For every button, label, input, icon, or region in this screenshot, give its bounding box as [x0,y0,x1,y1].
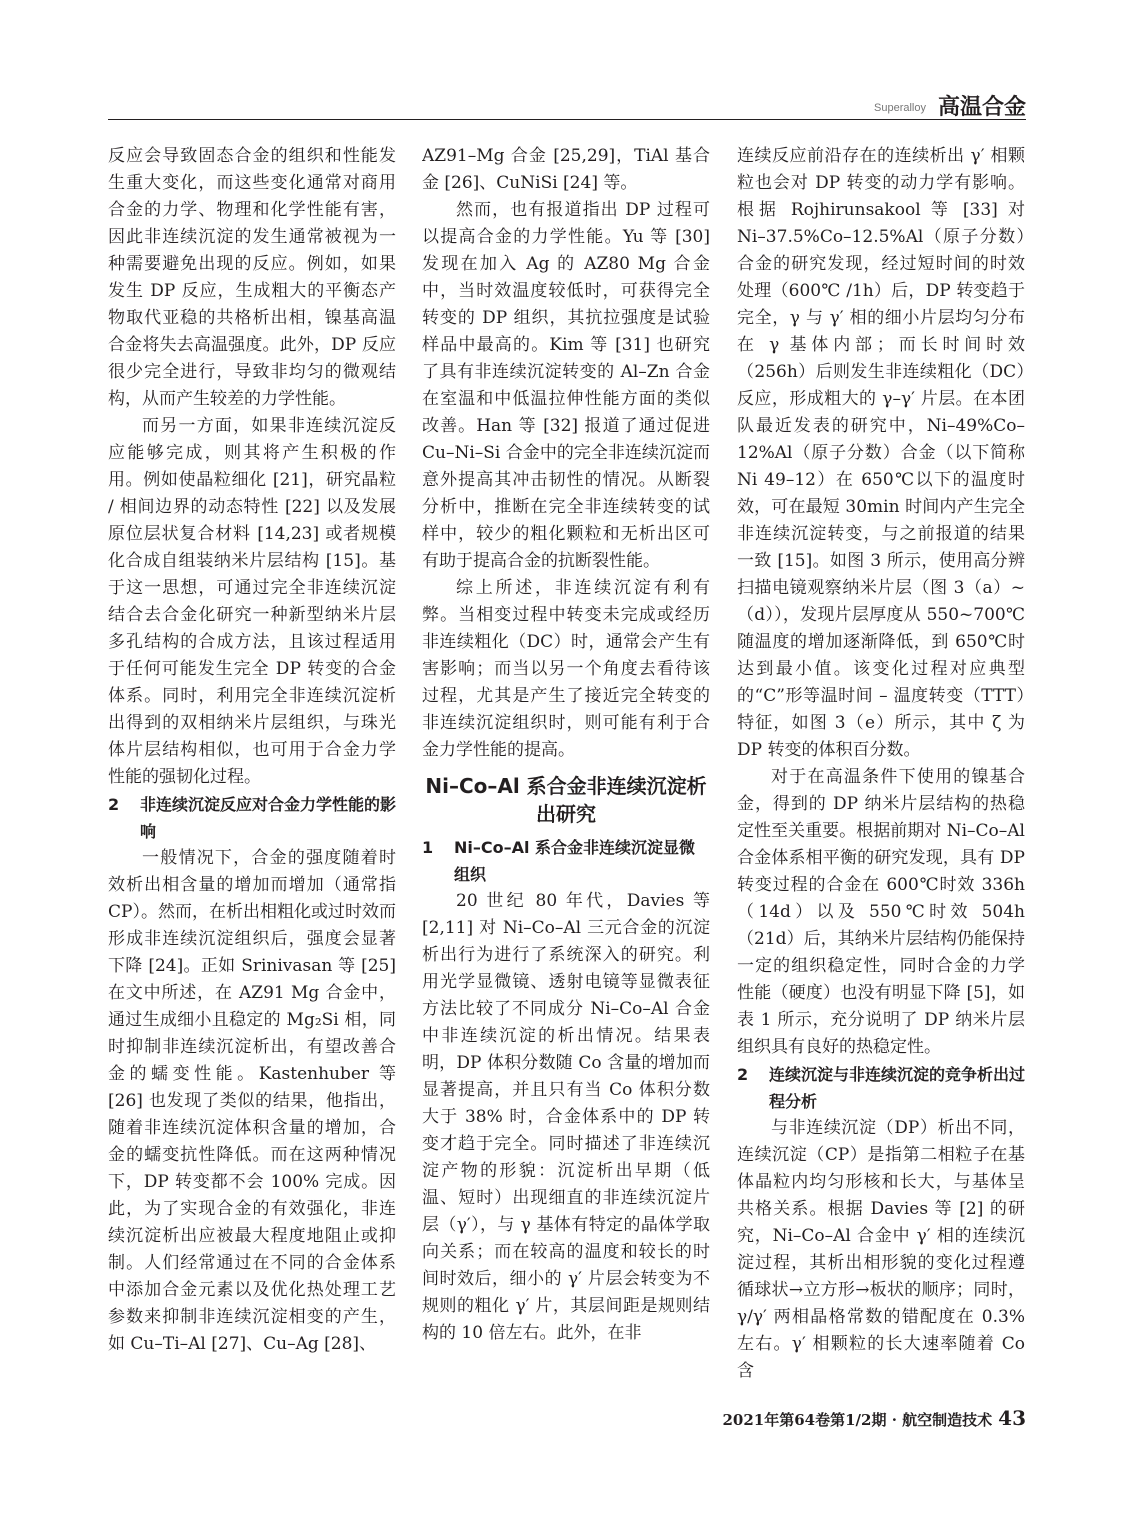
running-header [108,88,1026,120]
subsection-title: Ni–Co–Al 系合金非连续沉淀显微组织 [454,838,696,884]
body-paragraph: 对于在高温条件下使用的镍基合金，得到的 DP 纳米片层结构的热稳定性至关重要。根据前期对 Ni–Co–Al 合金体系相平衡的研究发现，具有 DP 转变过程的合金在 600℃时效 336h（14d）以及 550℃时效 504h（21d）后，其纳米片层结构仍能保持一定的组织稳定性，同时合金的力学性能（硬度）也没有明显下降 [5]，如表 1 所示，充分说明了 DP 纳米片层组织具有良好的热稳定性。 [737,767,1025,1057]
header-english-title: Superalloy [874,102,926,114]
body-paragraph: 而另一方面，如果非连续沉淀反应能够完成，则其将产生积极的作用。例如使晶粒细化 [21]，研究晶粒 / 相间边界的动态特性 [22] 以及发展原位层状复合材料 [14,23] 或者规模化合成自组装纳米片层结构 [15]。基于这一思想，可通过完全非连续沉淀结合去合金化研究一种新型纳米片层多孔结构的合成方法，且该过程适用于任何可能发生完全 DP 转变的合金体系。同时，利用完全非连续沉淀析出得到的双相纳米片层组织，与珠光体片层结构相似，也可用于合金力学性能的强韧化过程。 [108,416,396,787]
subsection-title: 连续沉淀与非连续沉淀的竞争析出过程分析 [769,1065,1025,1111]
body-paragraph: 综上所述，非连续沉淀有利有弊。当相变过程中转变未完成或经历非连续粗化（DC）时，通常会产生有害影响；而当以另一个角度去看待该过程，尤其是产生了接近完全转变的非连续沉淀组织时，则可能有利于合金力学性能的提高。 [422,578,710,760]
body-paragraph: 连续反应前沿存在的连续析出 γ′ 相颗粒也会对 DP 转变的动力学有影响。根据 Rojhirunsakool 等 [33] 对 Ni–37.5%Co–12.5%Al（原子分数）合金的研究发现，经过短时间的时效处理（600℃ /1h）后，DP 转变趋于完全，γ 与 γ′ 相的细小片层均匀分布在 γ 基体内部；而长时间时效（256h）后则发生非连续粗化（DC）反应，形成粗大的 γ–γ′ 片层。在本团队最近发表的研究中，Ni–49%Co–12%Al（原子分数）合金（以下简称 Ni 49–12）在 650℃以下的温度时效，可在最短 30min 时间内产生完全非连续沉淀转变，与之前报道的结果一致 [15]。如图 3 所示，使用高分辨扫描电镜观察纳米片层（图 3（a）~（d）），发现片层厚度从 550~700℃随温度的增加逐渐降低，到 650℃时达到最小值。该变化过程对应典型的“C”形等温时间 – 温度转变（TTT）特征，如图 3（e）所示，其中 ζ 为 DP 转变的体积百分数。 [737,146,1025,760]
body-paragraph: 20 世纪 80 年代，Davies 等 [2,11] 对 Ni–Co–Al 三元合金的沉淀析出行为进行了系统深入的研究。利用光学显微镜、透射电镜等显微表征方法比较了不同成分 Ni–Co–Al 合金中非连续沉淀的析出情况。结果表明，DP 体积分数随 Co 含量的增加而显著提高，并且只有当 Co 体积分数大于 38% 时，合金体系中的 DP 转变才趋于完全。同时描述了非连续沉淀产物的形貌：沉淀析出早期（低温、短时）出现细直的非连续沉淀片层（γ′），与 γ 基体有特定的晶体学取向关系；而在较高的温度和较长的时间时效后，细小的 γ′ 片层会转变为不规则的粗化 γ′ 片，其层间距是规则结构的 10 倍左右。此外，在非 [422,891,710,1343]
subsection-heading [108,791,396,845]
page-number: 43 [998,1406,1026,1430]
subsection-title: 非连续沉淀反应对合金力学性能的影响 [140,795,396,841]
subsection-heading [422,834,710,888]
page-footer: 2021年第64卷第1/2期 · 航空制造技术 43 [722,1406,1026,1430]
body-paragraph: 然而，也有报道指出 DP 过程可以提高合金的力学性能。Yu 等 [30] 发现在加入 Ag 的 AZ80 Mg 合金中，当时效温度较低时，可获得完全转变的 DP 组织，其抗拉强度是试验样品中最高的。Kim 等 [31] 也研究了具有非连续沉淀转变的 Al–Zn 合金在室温和中低温拉伸性能方面的类似改善。Han 等 [32] 报道了通过促进 Cu–Ni–Si 合金中的完全非连续沉淀而意外提高其冲击韧性的情况。从断裂分析中，推断在完全非连续转变的试样中，较少的粗化颗粒和无析出区可有助于提高合金的抗断裂性能。 [422,200,710,571]
header-rule [108,119,1026,120]
subsection-heading [737,1061,1025,1115]
section-title: Ni–Co–Al 系合金非连续沉淀析出研究 [425,774,707,826]
body-paragraph: 与非连续沉淀（DP）析出不同，连续沉淀（CP）是指第二相粒子在基体晶粒内均匀形核和长大，与基体呈共格关系。根据 Davies 等 [2] 的研究，Ni–Co–Al 合金中 γ′ 相的连续沉淀过程，其析出相形貌的变化过程遵循球状→立方形→板状的顺序；同时，γ/γ′ 两相晶格常数的错配度在 0.3% 左右。γ′ 相颗粒的长大速率随着 Co 含 [737,1118,1025,1381]
body-paragraph: AZ91–Mg 合金 [25,29]，TiAl 基合金 [26]、CuNiSi [24] 等。 [422,146,710,193]
header-chinese-title: 高温合金 [937,95,1026,120]
subsection-number: 2 [737,1065,749,1084]
column-1 [108,143,396,1358]
body-paragraph: 反应会导致固态合金的组织和性能发生重大变化，而这些变化通常对商用合金的力学、物理和化学性能有害，因此非连续沉淀的发生通常被视为一种需要避免出现的反应。例如，如果发生 DP 反应，生成粗大的平衡态产物取代亚稳的共格析出相，镍基高温合金将失去高温强度。此外，DP 反应很少完全进行，导致非均匀的微观结构，从而产生较差的力学性能。 [108,146,396,409]
subsection-number: 1 [422,838,434,857]
column-2 [422,143,710,1347]
column-3 [737,143,1025,1385]
subsection-number: 2 [108,795,120,814]
issue-info: 2021年第64卷第1/2期 [722,1411,887,1429]
body-paragraph: 一般情况下，合金的强度随着时效析出相含量的增加而增加（通常指 CP）。然而，在析出相粗化或过时效而形成非连续沉淀组织后，强度会显著下降 [24]。正如 Srinivasan 等 [25] 在文中所述，在 AZ91 Mg 合金中，通过生成细小且稳定的 Mg₂Si 相，同时抑制非连续沉淀析出，有望改善合金的蠕变性能。Kastenhuber 等 [26] 也发现了类似的结果，他指出，随着非连续沉淀体积含量的增加，合金的蠕变抗性降低。而在这两种情况下，DP 转变都不会 100% 完成。因此，为了实现合金的有效强化，非连续沉淀析出应被最大程度地阻止或抑制。人们经常通过在不同的合金体系中添加合金元素以及优化热处理工艺参数来抑制非连续沉淀相变的产生，如 Cu–Ti–Al [27]、Cu–Ag [28]、 [108,848,396,1354]
journal-name: 航空制造技术 [902,1411,993,1429]
